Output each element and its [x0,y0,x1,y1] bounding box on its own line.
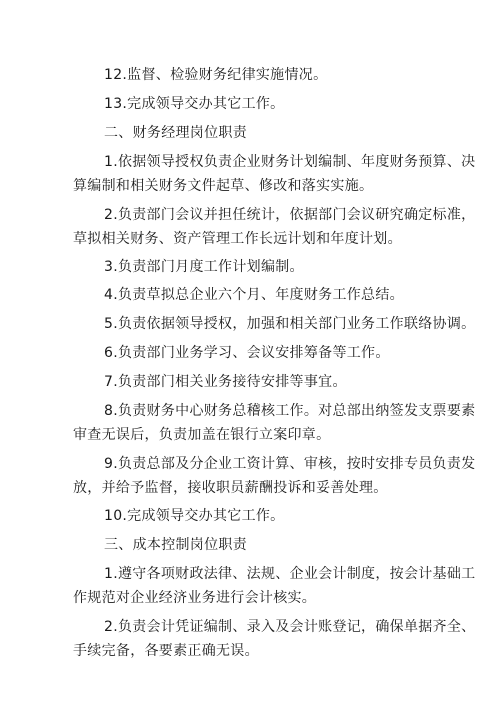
finance-manager-item-8-line-1: 8.负责财务中心财务总稽核工作。对总部出纳签发支票要素 [104,403,476,419]
finance-manager-item-10: 10.完成领导交办其它工作。 [104,508,285,524]
cost-control-item-1-line-1: 1.遵守各项财政法律、法规、企业会计制度，按会计基础工 [104,566,476,582]
section-heading-finance-manager: 二、财务经理岗位职责 [104,125,247,141]
finance-manager-item-8-line-2: 审查无误后，负责加盖在银行立案印章。 [73,427,331,443]
section-heading-cost-control: 三、成本控制岗位职责 [104,537,247,553]
finance-manager-item-3: 3.负责部门月度工作计划编制。 [104,259,304,275]
finance-manager-item-9-line-2: 放，并给予监督，接收职员薪酬投诉和妥善处理。 [73,480,388,496]
finance-manager-item-2-line-1: 2.负责部门会议并担任统计，依据部门会议研究确定标准， [104,207,476,223]
finance-manager-item-5: 5.负责依据领导授权，加强和相关部门业务工作联络协调。 [104,316,476,332]
finance-manager-item-4: 4.负责草拟总企业六个月、年度财务工作总结。 [104,287,404,303]
cost-control-item-1-line-2: 作规范对企业经济业务进行会计核实。 [73,590,317,606]
finance-manager-item-2-line-2: 草拟相关财务、资产管理工作长远计划和年度计划。 [73,231,402,247]
duty-item-12: 12.监督、检验财务纪律实施情况。 [104,67,328,83]
cost-control-item-2-line-1: 2.负责会计凭证编制、录入及会计账登记，确保单据齐全、 [104,619,476,635]
finance-manager-item-7: 7.负责部门相关业务接待安排等事宜。 [104,374,347,390]
cost-control-item-2-line-2: 手续完备，各要素正确无误。 [73,643,259,659]
finance-manager-item-9-line-1: 9.负责总部及分企业工资计算、审核，按时安排专员负责发 [104,456,476,472]
finance-manager-item-1-line-2: 算编制和相关财务文件起草、修改和落实实施。 [73,178,374,194]
finance-manager-item-1-line-1: 1.依据领导授权负责企业财务计划编制、年度财务预算、决 [104,154,476,170]
duty-item-13: 13.完成领导交办其它工作。 [104,96,285,112]
finance-manager-item-6: 6.负责部门业务学习、会议安排筹备等工作。 [104,345,390,361]
